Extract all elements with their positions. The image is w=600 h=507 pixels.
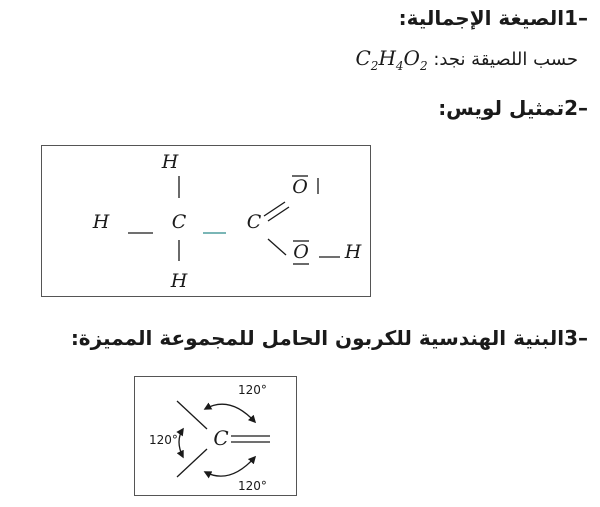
bond-c2-o-double-b: [268, 207, 289, 221]
section2-title: تمثيل لويس:: [438, 96, 565, 120]
section3-number: 3–: [564, 326, 588, 350]
atom-h-oh: H: [344, 241, 362, 263]
angle-label-upper: 120°: [238, 383, 267, 397]
trigonal-geometry-diagram: [135, 377, 295, 494]
angle-label-left: 120°: [149, 433, 178, 447]
section1-number: 1–: [564, 6, 588, 30]
lewis-structure-diagram: [42, 146, 369, 295]
formula-symbol-h: H: [378, 46, 396, 70]
atom-o-double: O: [292, 176, 308, 198]
atom-c1: C: [171, 211, 187, 233]
section1-heading: [399, 6, 588, 30]
angle-label-lower: 120°: [238, 479, 267, 493]
section3-title: البنية الهندسية للكربون الحامل للمجموعة المميزة:: [70, 326, 565, 350]
center-atom-c: C: [213, 426, 229, 450]
lewis-structure-box: [41, 145, 371, 297]
angle-arc-left: [179, 429, 183, 457]
angle-arc-lower: [205, 457, 255, 476]
section3-heading: [71, 326, 588, 350]
atom-h-top: H: [161, 151, 179, 173]
formula-subscript-o: 2: [419, 59, 428, 73]
formula-line: [355, 46, 578, 73]
bond-c2-o-single: [268, 239, 286, 255]
atom-h-bottom: H: [170, 270, 188, 292]
bond-c2-o-double-a: [264, 202, 285, 216]
section2-heading: [438, 96, 588, 120]
angle-arc-upper: [205, 404, 255, 422]
formula-symbol-o: O: [403, 46, 420, 70]
atom-c2: C: [246, 211, 262, 233]
formula-subscript-h: 4: [395, 59, 404, 73]
formula-subscript-c: 2: [370, 59, 379, 73]
section2-number: 2–: [564, 96, 588, 120]
atom-h-left: H: [92, 211, 110, 233]
atom-o-single: O: [293, 241, 309, 263]
bond-upper-left: [177, 401, 207, 429]
formula-intro-text: حسب اللصيقة نجد:: [433, 49, 578, 70]
formula-symbol-c: C: [355, 46, 371, 70]
geometry-box: [134, 376, 297, 496]
molecular-formula: [355, 46, 428, 73]
section1-title: الصيغة الإجمالية:: [398, 6, 565, 30]
